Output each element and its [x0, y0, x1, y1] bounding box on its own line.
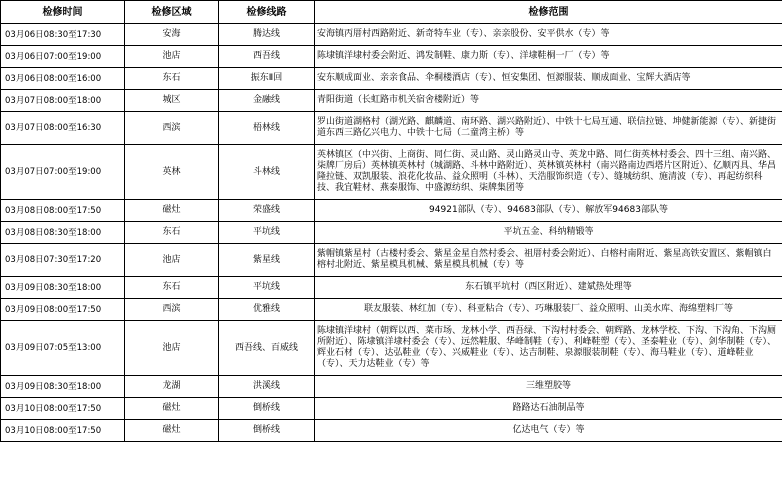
cell-line: 腾达线	[219, 24, 315, 46]
cell-line: 金融线	[219, 90, 315, 112]
cell-area: 龙湖	[125, 376, 219, 398]
cell-line: 平坑线	[219, 222, 315, 244]
header-range: 检修范围	[315, 1, 782, 24]
header-area: 检修区域	[125, 1, 219, 24]
table-row	[1, 46, 782, 68]
cell-range: 平坑五金、科纳精锻等	[315, 222, 782, 244]
cell-range: 英林镇区（中兴街、上商街、同仁街、灵山路、灵山路灵山寺、英龙中路、同仁街英林村委会、四十三组、南兴路、柒牌厂房后）英林镇英林村（城湖路、斗林中路附近）、英林镇英林村（南兴路南边西塔片区附近）、亿顺丙具、华昌隆拉链、双凯服装、浪花化妆品、益众照明（斗林）、天浩服饰织造（专）、缝城纺织、施清波（专）、再起纺织科技、我宜鞋材、燕泰服饰、中盛源纺织、柒牌集团等	[315, 145, 782, 200]
cell-area: 西滨	[125, 112, 219, 145]
cell-time: 03月09日08:00至17:50	[1, 299, 125, 321]
cell-range: 罗山街道湖格村（湖光路、麒麟道、南环路、湖兴路附近）、中铁十七局互通、联信拉链、坤健新能源（专）、新捷街道东西三路亿兴电力、中铁十七局（二童湾主桥）等	[315, 112, 782, 145]
cell-range: 陈埭镇洋埭村（朝辉以西、菜市场、龙林小学、西吾绿、下沟村村委会、朝辉路、龙林学校、下沟、下沟角、下沟厕所附近）、陈埭镇洋埭村委会（专）、远然鞋服、华峰制鞋（专）、利峰鞋塑（专）、圣泰鞋业（专）、剑华制鞋（专）、辉业石材（专）、达弘鞋业（专）、兴威鞋业（专）、达吉制鞋、泉源服装制鞋（专）、海马鞋业（专）、道峰鞋业（专）、天力达鞋业（专）等	[315, 321, 782, 376]
cell-time: 03月06日08:30至17:30	[1, 24, 125, 46]
cell-time: 03月10日08:00至17:50	[1, 420, 125, 442]
cell-area: 池店	[125, 321, 219, 376]
cell-time: 03月09日08:30至18:00	[1, 376, 125, 398]
cell-time: 03月08日08:00至17:50	[1, 200, 125, 222]
cell-area: 磁灶	[125, 200, 219, 222]
cell-line: 平坑线	[219, 277, 315, 299]
cell-range: 安海镇丙厝村西路附近、新奇特车业（专）、亲亲股份、安平供水（专）等	[315, 24, 782, 46]
cell-range: 陈埭镇洋埭村委会附近、鸿发制鞋、康力斯（专）、洋埭鞋桐一厂（专）等	[315, 46, 782, 68]
table-row	[1, 90, 782, 112]
cell-line: 倒桥线	[219, 420, 315, 442]
cell-time: 03月07日08:00至16:30	[1, 112, 125, 145]
cell-range: 紫帽镇紫星村（古楼村委会、紫星金星自然村委会、祖厝村委会附近）、白榕村南附近、紫星高铁安置区、紫帽镇白榕村北附近、紫星模具机械、紫星模具机械（专）等	[315, 244, 782, 277]
table-row	[1, 299, 782, 321]
table-row	[1, 68, 782, 90]
cell-line: 紫星线	[219, 244, 315, 277]
cell-time: 03月07日08:00至18:00	[1, 90, 125, 112]
table-row	[1, 222, 782, 244]
cell-area: 安海	[125, 24, 219, 46]
cell-range: 东石镇平坑村（西区附近）、建斌热处理等	[315, 277, 782, 299]
cell-area: 东石	[125, 277, 219, 299]
cell-area: 城区	[125, 90, 219, 112]
cell-range: 三维塑胶等	[315, 376, 782, 398]
table-row	[1, 277, 782, 299]
table-row	[1, 398, 782, 420]
cell-line: 倒桥线	[219, 398, 315, 420]
cell-area: 东石	[125, 68, 219, 90]
cell-line: 洪溪线	[219, 376, 315, 398]
header-line: 检修线路	[219, 1, 315, 24]
cell-time: 03月06日08:00至16:00	[1, 68, 125, 90]
cell-time: 03月08日08:30至18:00	[1, 222, 125, 244]
cell-line: 优雅线	[219, 299, 315, 321]
table-row	[1, 420, 782, 442]
cell-time: 03月07日07:00至19:00	[1, 145, 125, 200]
cell-range: 亿达电气（专）等	[315, 420, 782, 442]
cell-time: 03月06日07:00至19:00	[1, 46, 125, 68]
table-row	[1, 200, 782, 222]
cell-time: 03月08日07:30至17:20	[1, 244, 125, 277]
cell-line: 荣盛线	[219, 200, 315, 222]
cell-line: 西吾线	[219, 46, 315, 68]
cell-line: 梧林线	[219, 112, 315, 145]
cell-range: 94921部队（专）、94683部队（专）、解放军94683部队等	[315, 200, 782, 222]
table-row	[1, 244, 782, 277]
table-row	[1, 145, 782, 200]
cell-area: 英林	[125, 145, 219, 200]
cell-area: 磁灶	[125, 398, 219, 420]
table-row	[1, 376, 782, 398]
header-time: 检修时间	[1, 1, 125, 24]
cell-area: 西滨	[125, 299, 219, 321]
cell-range: 青阳街道（长虹路市机关宿舍楼附近）等	[315, 90, 782, 112]
cell-range: 联友服装、林红加（专）、科亚粘合（专）、巧琳服装厂、益众照明、山美水库、海绵塑料厂等	[315, 299, 782, 321]
cell-line: 斗林线	[219, 145, 315, 200]
table-row	[1, 112, 782, 145]
table-row	[1, 24, 782, 46]
cell-time: 03月10日08:00至17:50	[1, 398, 125, 420]
cell-line: 西吾线、百威线	[219, 321, 315, 376]
cell-area: 池店	[125, 46, 219, 68]
cell-area: 东石	[125, 222, 219, 244]
cell-range: 路路达石油制品等	[315, 398, 782, 420]
cell-line: 振东Ⅱ回	[219, 68, 315, 90]
cell-time: 03月09日07:05至13:00	[1, 321, 125, 376]
cell-time: 03月09日08:30至18:00	[1, 277, 125, 299]
header-row	[1, 1, 782, 24]
cell-area: 池店	[125, 244, 219, 277]
table-row	[1, 321, 782, 376]
cell-area: 磁灶	[125, 420, 219, 442]
cell-range: 安东顺成面业、亲亲食品、伞桐楼酒店（专）、恒安集团、恒源服装、顺成面业、宝辉大酒店等	[315, 68, 782, 90]
